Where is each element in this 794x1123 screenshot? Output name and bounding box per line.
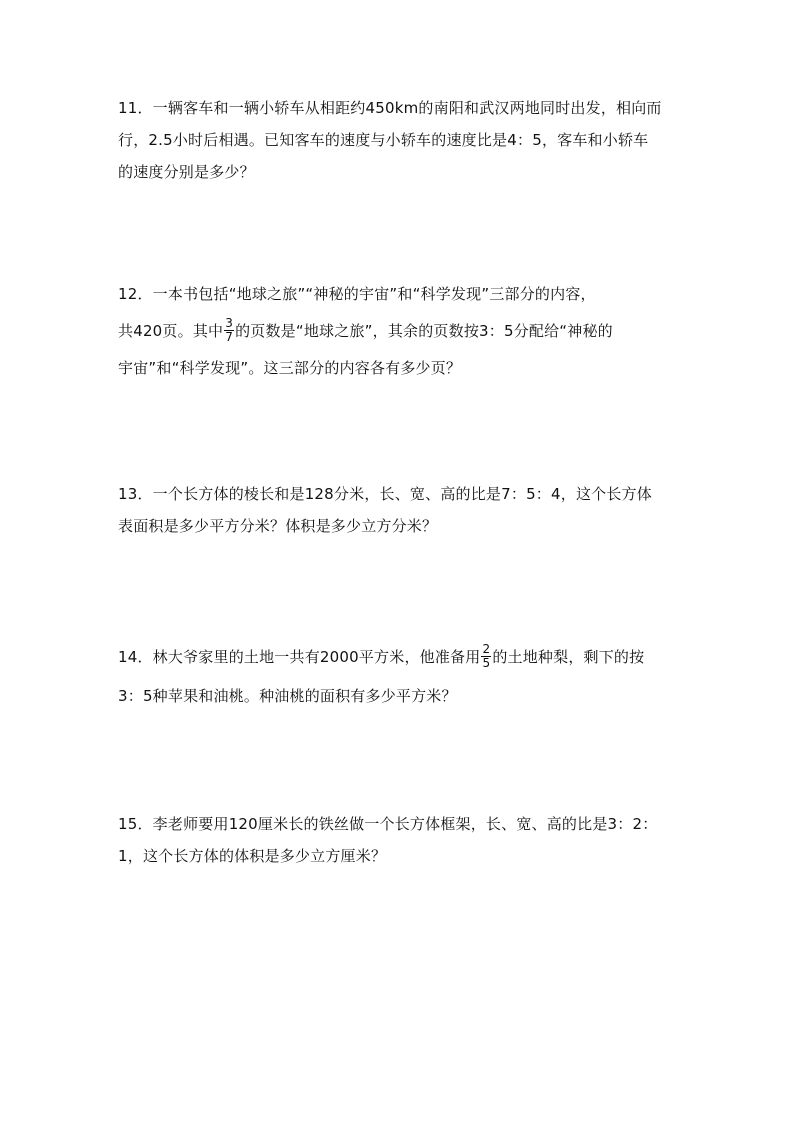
fraction-two-fifths [481, 643, 491, 670]
problem-11 [118, 92, 678, 188]
problem-15-line-1: 15．李老师要用120厘米长的铁丝做一个长方体框架，长、宽、高的比是3：2： [118, 815, 658, 833]
problem-14-line-1-before: 14．林大爷家里的土地一共有2000平方米，他准备用 [118, 648, 481, 666]
problem-12-line-2-before: 共420页。其中 [118, 322, 224, 340]
problem-12-line-3: 宇宙”和“科学发现”。这三部分的内容各有多少页？ [118, 359, 462, 377]
problem-12-line-2-after: 的页数是“地球之旅”，其余的页数按3：5分配给“神秘的 [235, 322, 613, 340]
problem-12 [118, 278, 678, 384]
fraction-numerator: 3 [225, 316, 234, 330]
problem-12-line-1: 12．一本书包括“地球之旅”“神秘的宇宙”和“科学发现”三部分的内容， [118, 285, 596, 303]
problem-11-line-1: 11．一辆客车和一辆小轿车从相距约450km的南阳和武汉两地同时出发，相向而 [118, 99, 662, 117]
problem-13 [118, 478, 678, 542]
problem-14-line-1 [118, 634, 678, 680]
problem-11-line-2: 行，2.5小时后相遇。已知客车的速度与小轿车的速度比是4：5，客车和小轿车 [118, 131, 649, 149]
fraction-denominator: 5 [482, 656, 491, 670]
problem-14-line-2: 3：5种苹果和油桃。种油桃的面积有多少平方米？ [118, 687, 457, 705]
fraction-three-sevenths [224, 317, 234, 344]
problem-14-line-1-after: 的土地种梨，剩下的按 [492, 648, 645, 666]
problem-15-line-2: 1，这个长方体的体积是多少立方厘米？ [118, 847, 387, 865]
problem-15 [118, 808, 678, 872]
fraction-denominator: 7 [225, 330, 234, 344]
problem-12-line-2 [118, 310, 678, 352]
problem-13-line-1: 13．一个长方体的棱长和是128分米，长、宽、高的比是7：5：4，这个长方体 [118, 485, 652, 503]
fraction-numerator: 2 [482, 642, 491, 656]
problem-11-line-3: 的速度分别是多少？ [118, 163, 255, 181]
problem-14 [118, 634, 678, 712]
problem-13-line-2: 表面积是多少平方分米？体积是多少立方分米？ [118, 517, 438, 535]
